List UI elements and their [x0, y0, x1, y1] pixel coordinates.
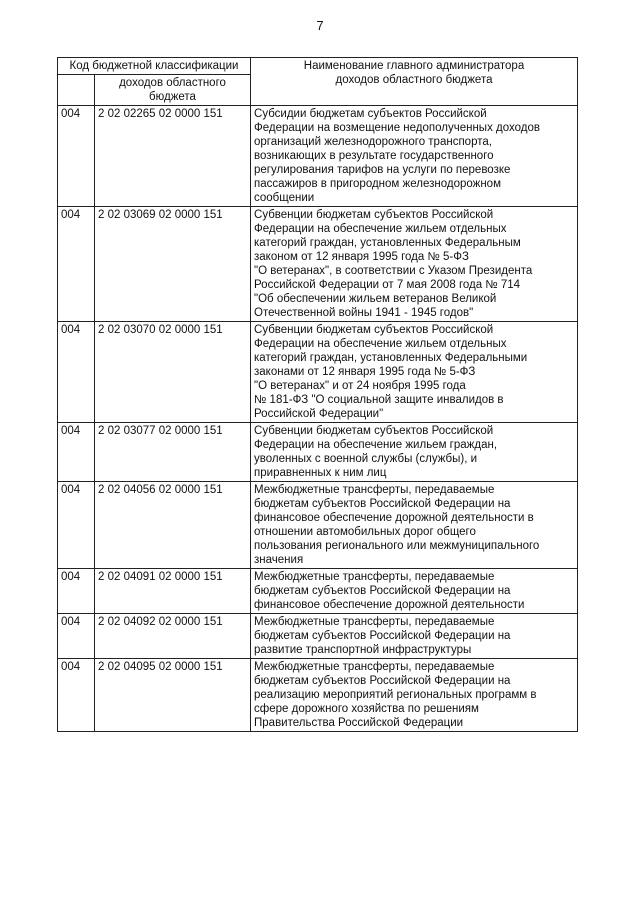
- income-name-line: № 181-ФЗ "О социальной защите инвалидов в: [254, 394, 504, 406]
- income-name-line: законами от 12 января 1995 года № 5-ФЗ: [254, 366, 476, 378]
- table-body: [58, 106, 578, 732]
- income-name-line: сообщении: [254, 192, 315, 204]
- admin-code-cell: 004: [58, 569, 95, 614]
- income-name-line: Федерации на обеспечение жильем отдельных: [254, 223, 507, 235]
- income-name-line: категорий граждан, установленных Федеральными: [254, 352, 528, 364]
- table-row: [58, 322, 578, 423]
- income-name-line: пользования регионального или межмуниципального: [254, 540, 540, 552]
- income-name-line: бюджетам субъектов Российской Федерации на: [254, 498, 511, 510]
- admin-code-cell: 004: [58, 322, 95, 423]
- income-code-cell: 2 02 04092 02 0000 151: [95, 614, 251, 659]
- income-name-line: Правительства Российской Федерации: [254, 717, 464, 729]
- income-code-cell: 2 02 04056 02 0000 151: [95, 482, 251, 569]
- income-name-line: возникающих в результате государственного: [254, 150, 494, 162]
- income-name-line: "О ветеранах" и от 24 ноября 1995 года: [254, 380, 466, 392]
- table-row: [58, 569, 578, 614]
- income-name-line: значения: [254, 554, 304, 566]
- income-name-line: категорий граждан, установленных Федеральным: [254, 237, 521, 249]
- header-admin-blank: [58, 75, 95, 106]
- income-name-line: Федерации на обеспечение жильем отдельных: [254, 338, 507, 350]
- income-name-line: Федерации на возмещение недополученных доходов: [254, 122, 540, 134]
- income-name-line: пассажиров в пригородном железнодорожном: [254, 178, 501, 190]
- income-name-line: Межбюджетные трансферты, передаваемые: [254, 616, 495, 628]
- income-code-cell: 2 02 03070 02 0000 151: [95, 322, 251, 423]
- budget-classification-table: [57, 57, 578, 732]
- income-name-cell: [251, 569, 578, 614]
- admin-code-cell: 004: [58, 423, 95, 482]
- income-name-cell: [251, 423, 578, 482]
- income-name-line: уволенных с военной службы (службы), и: [254, 453, 478, 465]
- income-name-line: Субсидии бюджетам субъектов Российской: [254, 108, 487, 120]
- admin-code-cell: 004: [58, 614, 95, 659]
- income-name-line: Субвенции бюджетам субъектов Российской: [254, 209, 494, 221]
- income-name-line: законом от 12 января 1995 года № 5-ФЗ: [254, 251, 469, 263]
- income-name-line: Межбюджетные трансферты, передаваемые: [254, 571, 495, 583]
- income-name-line: "Об обеспечении жильем ветеранов Великой: [254, 293, 497, 305]
- income-code-cell: 2 02 03069 02 0000 151: [95, 207, 251, 322]
- admin-code-cell: 004: [58, 106, 95, 207]
- header-income-code: доходов областного бюджета: [95, 75, 251, 106]
- income-code-cell: 2 02 04095 02 0000 151: [95, 659, 251, 732]
- income-name-line: финансовое обеспечение дорожной деятельности в: [254, 512, 534, 524]
- income-name-line: сфере дорожного хозяйства по решениям: [254, 703, 479, 715]
- income-name-line: отношении автомобильных дорог общего: [254, 526, 476, 538]
- table-row: [58, 614, 578, 659]
- income-name-line: приравненных к ним лиц: [254, 467, 387, 479]
- income-name-line: Субвенции бюджетам субъектов Российской: [254, 425, 494, 437]
- income-name-line: реализацию мероприятий региональных программ в: [254, 689, 537, 701]
- income-name-cell: [251, 482, 578, 569]
- header-administrator-name: [251, 58, 578, 106]
- income-name-cell: [251, 106, 578, 207]
- table-row: [58, 482, 578, 569]
- header-name-line: Наименование главного администратора: [303, 60, 525, 72]
- income-name-line: регулирования тарифов на услуги по перевозке: [254, 164, 511, 176]
- income-name-line: Российской Федерации": [254, 408, 384, 420]
- table-row: [58, 207, 578, 322]
- header-classification-code: Код бюджетной классификации: [58, 58, 251, 75]
- income-name-line: бюджетам субъектов Российской Федерации на: [254, 630, 511, 642]
- income-name-cell: [251, 659, 578, 732]
- income-code-cell: 2 02 02265 02 0000 151: [95, 106, 251, 207]
- income-name-line: Российской Федерации от 7 мая 2008 года № 714: [254, 279, 521, 291]
- page-number: 7: [316, 18, 324, 33]
- income-name-line: организаций железнодорожного транспорта,: [254, 136, 492, 148]
- income-name-line: Межбюджетные трансферты, передаваемые: [254, 484, 495, 496]
- income-name-line: Субвенции бюджетам субъектов Российской: [254, 324, 494, 336]
- table-header-row: [58, 58, 578, 75]
- income-name-line: бюджетам субъектов Российской Федерации на: [254, 585, 511, 597]
- income-name-cell: [251, 614, 578, 659]
- income-code-cell: 2 02 03077 02 0000 151: [95, 423, 251, 482]
- income-name-line: Федерации на обеспечение жильем граждан,: [254, 439, 498, 451]
- income-name-line: бюджетам субъектов Российской Федерации на: [254, 675, 511, 687]
- table-row: [58, 423, 578, 482]
- income-name-line: Отечественной войны 1941 - 1945 годов": [254, 307, 474, 319]
- admin-code-cell: 004: [58, 659, 95, 732]
- income-name-line: Межбюджетные трансферты, передаваемые: [254, 661, 495, 673]
- admin-code-cell: 004: [58, 207, 95, 322]
- income-name-cell: [251, 322, 578, 423]
- header-name-line: доходов областного бюджета: [335, 74, 493, 86]
- income-name-line: финансовое обеспечение дорожной деятельности: [254, 599, 525, 611]
- income-name-cell: [251, 207, 578, 322]
- table-row: [58, 659, 578, 732]
- table-row: [58, 106, 578, 207]
- income-name-line: "О ветеранах", в соответствии с Указом Президента: [254, 265, 533, 277]
- income-code-cell: 2 02 04091 02 0000 151: [95, 569, 251, 614]
- income-name-line: развитие транспортной инфраструктуры: [254, 644, 472, 656]
- admin-code-cell: 004: [58, 482, 95, 569]
